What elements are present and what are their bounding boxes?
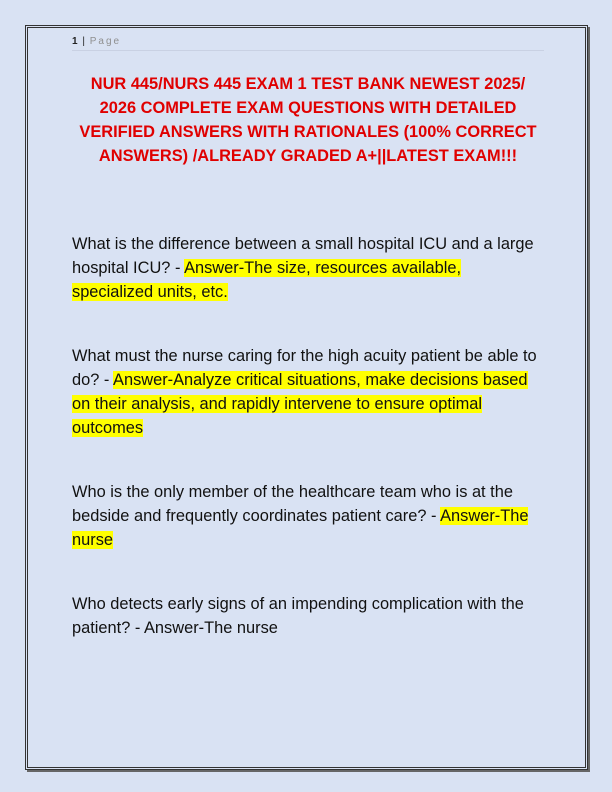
page-header: [72, 36, 544, 51]
qa-item: [72, 344, 544, 440]
qa-item: [72, 480, 544, 552]
question-text: Who is the only member of the healthcare team who is at the bedside and frequently coordinates patient care? -: [72, 483, 513, 525]
question-text: What must the nurse caring for the high acuity patient be able to do? -: [72, 347, 537, 389]
question-text: Who detects early signs of an impending complication with the patient? -: [72, 595, 524, 637]
answer-text: Answer-The size, resources available, specialized units, etc.: [72, 259, 461, 301]
question-text: What is the difference between a small hospital ICU and a large hospital ICU? -: [72, 235, 534, 277]
answer-text: Answer-The nurse: [72, 507, 529, 549]
page-number: 1: [72, 36, 78, 47]
page-separator: |: [82, 36, 85, 47]
page-word: Page: [89, 36, 122, 47]
qa-item: [72, 232, 544, 304]
answer-text: Answer-The nurse: [144, 619, 278, 637]
answer-text: Answer-Analyze critical situations, make decisions based on their analysis, and rapidly intervene to ensure optimal outcomes: [72, 371, 528, 437]
qa-item: [72, 592, 544, 640]
document-title: NUR 445/NURS 445 EXAM 1 TEST BANK NEWEST 2025/ 2026 COMPLETE EXAM QUESTIONS WITH DETAILED VERIFIED ANSWERS WITH RATIONALES (100% CORRECT ANSWERS) /ALREADY GRADED A+||LATEST EXAM!!!: [79, 75, 537, 165]
